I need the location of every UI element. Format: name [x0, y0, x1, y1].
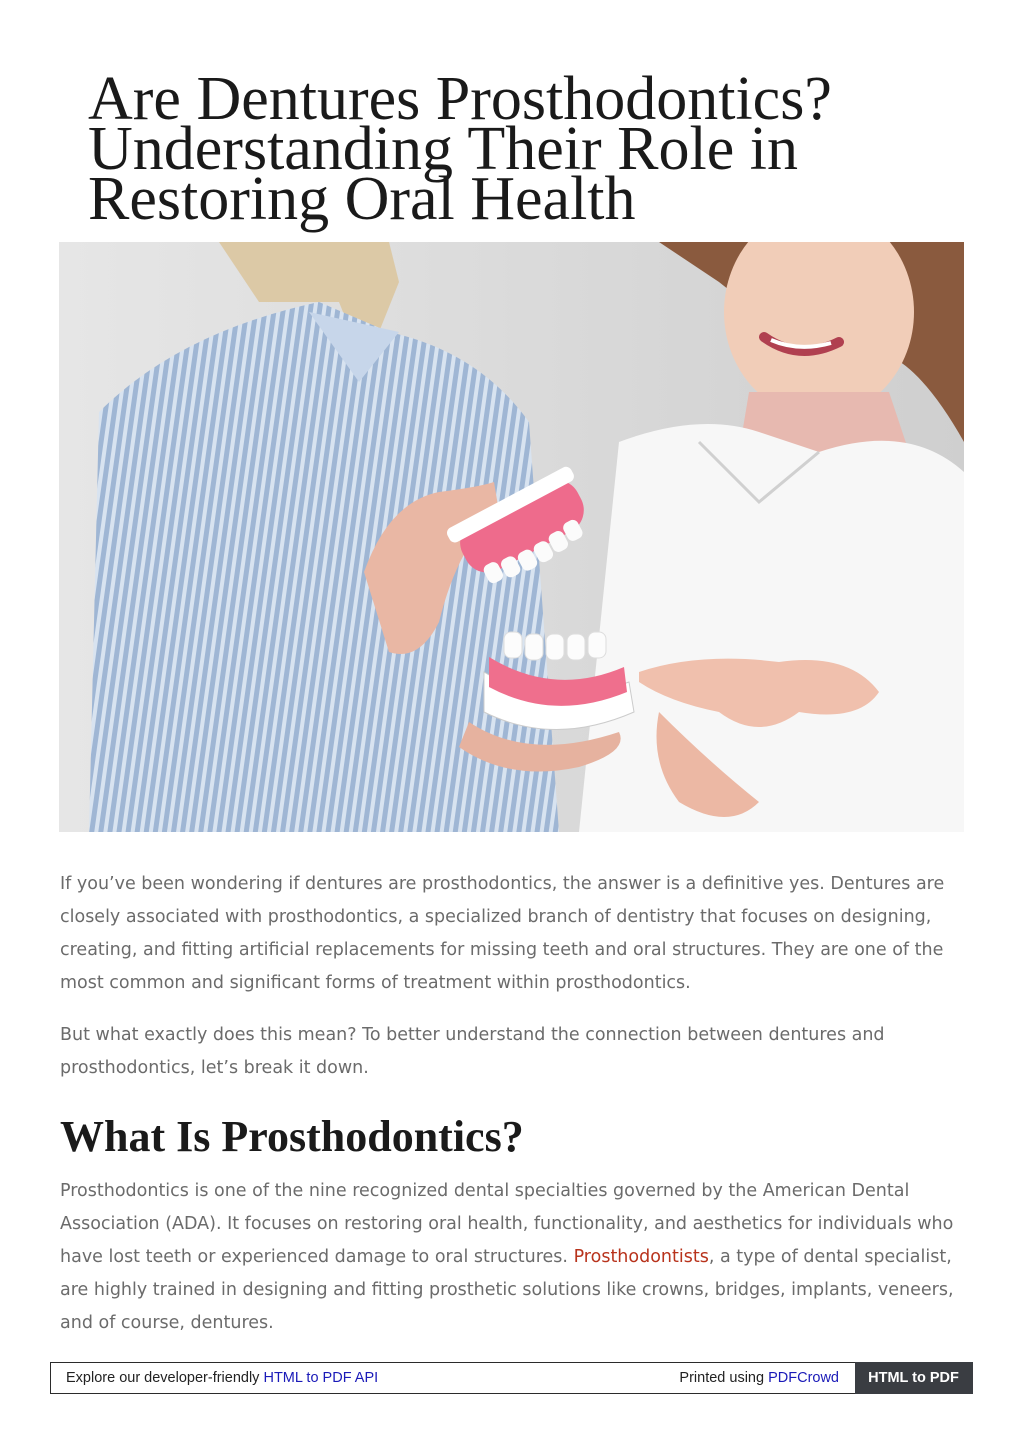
html-to-pdf-api-link[interactable]: HTML to PDF API	[263, 1370, 379, 1386]
section-paragraph-after-link: , a type of dental specialist, are highly trained in designing and fitting prosthetic solutions like crowns, bridges, implants, veneers, and of course, dentures.	[60, 1247, 954, 1333]
pdf-footer-banner	[50, 1362, 972, 1394]
prosthodontists-link[interactable]: Prosthodontists	[573, 1247, 709, 1267]
html-to-pdf-button[interactable]: HTML to PDF	[855, 1362, 973, 1394]
footer-printed	[679, 1363, 839, 1393]
article-title: Are Dentures Prosthodontics? Understanding Their Role in Restoring Oral Health	[88, 65, 832, 233]
footer-explore-text: Explore our developer-friendly	[66, 1370, 260, 1386]
footer-printed-text: Printed using	[679, 1370, 765, 1386]
pdfcrowd-link[interactable]: PDFCrowd	[768, 1370, 839, 1386]
section-heading: What Is Prosthodontics?	[60, 1112, 524, 1161]
footer-explore	[66, 1363, 378, 1393]
intro-paragraph-1: If you’ve been wondering if dentures are prosthodontics, the answer is a definitive yes. Dentures are closely associated with prosthodontics, a specialized branch of dentistry that focuses on designing, creating, and fitting artificial replacements for missing teeth and oral structures. They are one of the most common and significant forms of treatment within prosthodontics.	[60, 874, 945, 993]
intro-paragraph-2: But what exactly does this mean? To better understand the connection between dentures and prosthodontics, let’s break it down.	[60, 1025, 885, 1078]
section-paragraph	[60, 1175, 960, 1340]
hero-image	[59, 242, 964, 832]
dentist-with-denture-model-illustration	[59, 242, 964, 832]
section-paragraph-before-link: Prosthodontics is one of the nine recognized dental specialties governed by the American Dental Association (ADA). It focuses on restoring oral health, functionality, and aesthetics for individuals who have lost teeth or experienced damage to oral structures.	[60, 1181, 954, 1267]
